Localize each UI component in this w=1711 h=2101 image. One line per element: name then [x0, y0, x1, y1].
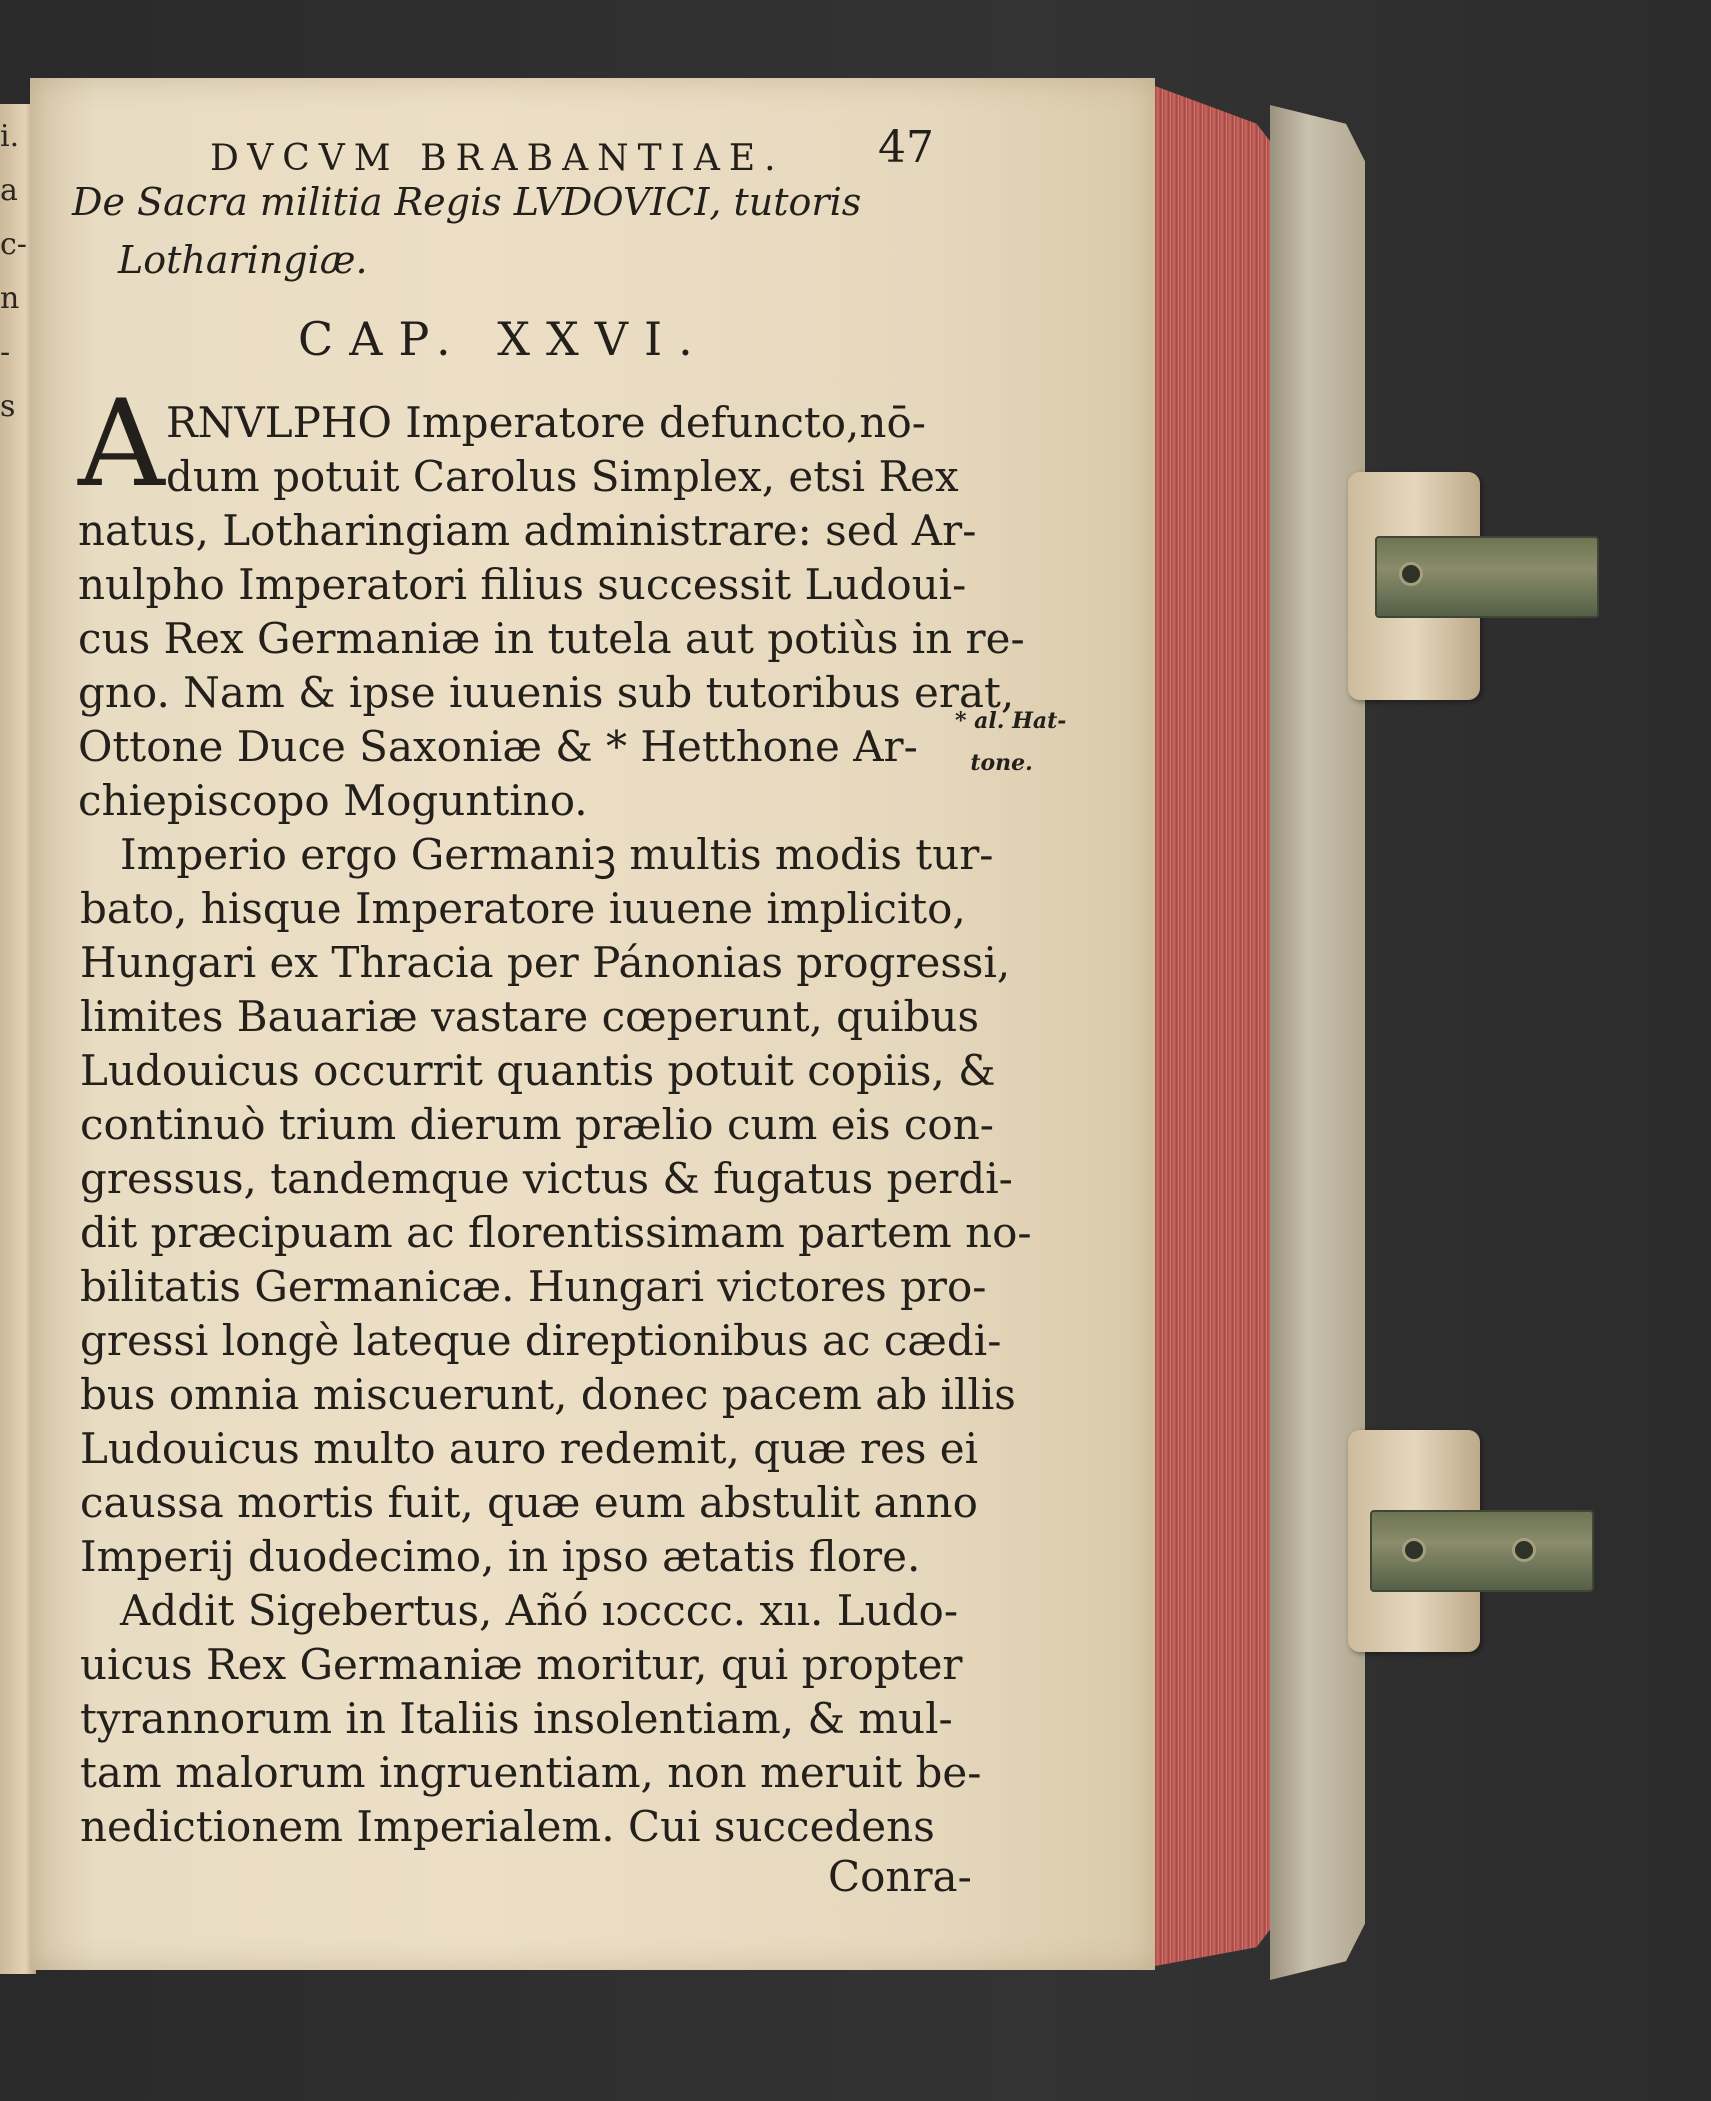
rivet-icon — [1399, 562, 1423, 586]
clasp-strap-bottom — [1370, 1510, 1594, 1592]
text-line: natus, Lotharingiam administrare: sed Ar- — [78, 506, 977, 555]
text-line: limites Bauariæ vastare cœperunt, quibus — [80, 992, 980, 1041]
left-fragment: n — [0, 281, 20, 316]
clasp-strap-top — [1375, 536, 1599, 618]
text-line: nulpho Imperatori filius successit Ludoui- — [78, 560, 967, 609]
rivet-icon — [1402, 1538, 1426, 1562]
text-line: bato, hisque Imperatore iuuene implicito, — [80, 884, 966, 933]
text-line: Ludouicus occurrit quantis potuit copiis, & — [80, 1046, 996, 1095]
left-fragment: a — [0, 173, 18, 208]
left-fragment: i. — [0, 119, 20, 154]
text-line: caussa mortis fuit, quæ eum abstulit anno — [80, 1478, 978, 1527]
running-head: DVCVM BRABANTIAE. — [210, 138, 785, 179]
chapter-heading: CAP. XXVI. — [298, 312, 709, 366]
text-line: bilitatis Germanicæ. Hungari victores pro- — [80, 1262, 987, 1311]
text-line: Imperio ergo Germaniꝫ multis modis tur- — [120, 830, 994, 879]
text-line: gressi longè lateque direptionibus ac cædi- — [80, 1316, 1002, 1365]
catchword: Conra- — [828, 1852, 972, 1901]
rivet-icon — [1512, 1538, 1536, 1562]
page-number: 47 — [878, 122, 934, 173]
left-page-fragments — [0, 110, 27, 1110]
text-line: chiepiscopo Moguntino. — [78, 776, 588, 825]
chapter-subtitle: De Sacra militia Regis LVDOVICI, tutoris — [72, 180, 862, 224]
text-line: Addit Sigebertus, Añó ıɔcccc. xıı. Ludo- — [120, 1586, 959, 1635]
left-fragment: c- — [0, 227, 27, 262]
text-line: Hungari ex Thracia per Pánonias progressi, — [80, 938, 1011, 987]
text-line: tyrannorum in Italiis insolentiam, & mul- — [80, 1694, 953, 1743]
chapter-subtitle: Lotharingiæ. — [118, 238, 368, 282]
text-line: nedictionem Imperialem. Cui succedens — [80, 1802, 935, 1851]
left-fragment: s — [0, 389, 16, 424]
book-cover-edge — [1270, 105, 1365, 1980]
left-fragment: - — [0, 335, 11, 370]
text-line: Ludouicus multo auro redemit, quæ res ei — [80, 1424, 979, 1473]
text-line: bus omnia miscuerunt, donec pacem ab illis — [80, 1370, 1016, 1419]
text-line: Ottone Duce Saxoniæ & * Hetthone Ar- — [78, 722, 918, 771]
text-line: uicus Rex Germaniæ moritur, qui propter — [80, 1640, 963, 1689]
margin-note: * al. Hat- tone. — [955, 708, 1067, 776]
text-line: dum potuit Carolus Simplex, etsi Rex — [166, 452, 959, 501]
text-line: continuò trium dierum prælio cum eis con- — [80, 1100, 994, 1149]
drop-cap: A — [78, 375, 165, 514]
text-line: gno. Nam & ipse iuuenis sub tutoribus erat, — [78, 668, 1015, 717]
text-line: cus Rex Germaniæ in tutela aut potiùs in re- — [78, 614, 1025, 663]
text-line: RNVLPHO Imperatore defuncto,nō- — [166, 398, 926, 447]
text-line: tam malorum ingruentiam, non meruit be- — [80, 1748, 982, 1797]
text-line: dit præcipuam ac florentissimam partem no- — [80, 1208, 1032, 1257]
text-line: Imperij duodecimo, in ipso ætatis flore. — [80, 1532, 921, 1581]
text-line: gressus, tandemque victus & fugatus perdi- — [80, 1154, 1013, 1203]
